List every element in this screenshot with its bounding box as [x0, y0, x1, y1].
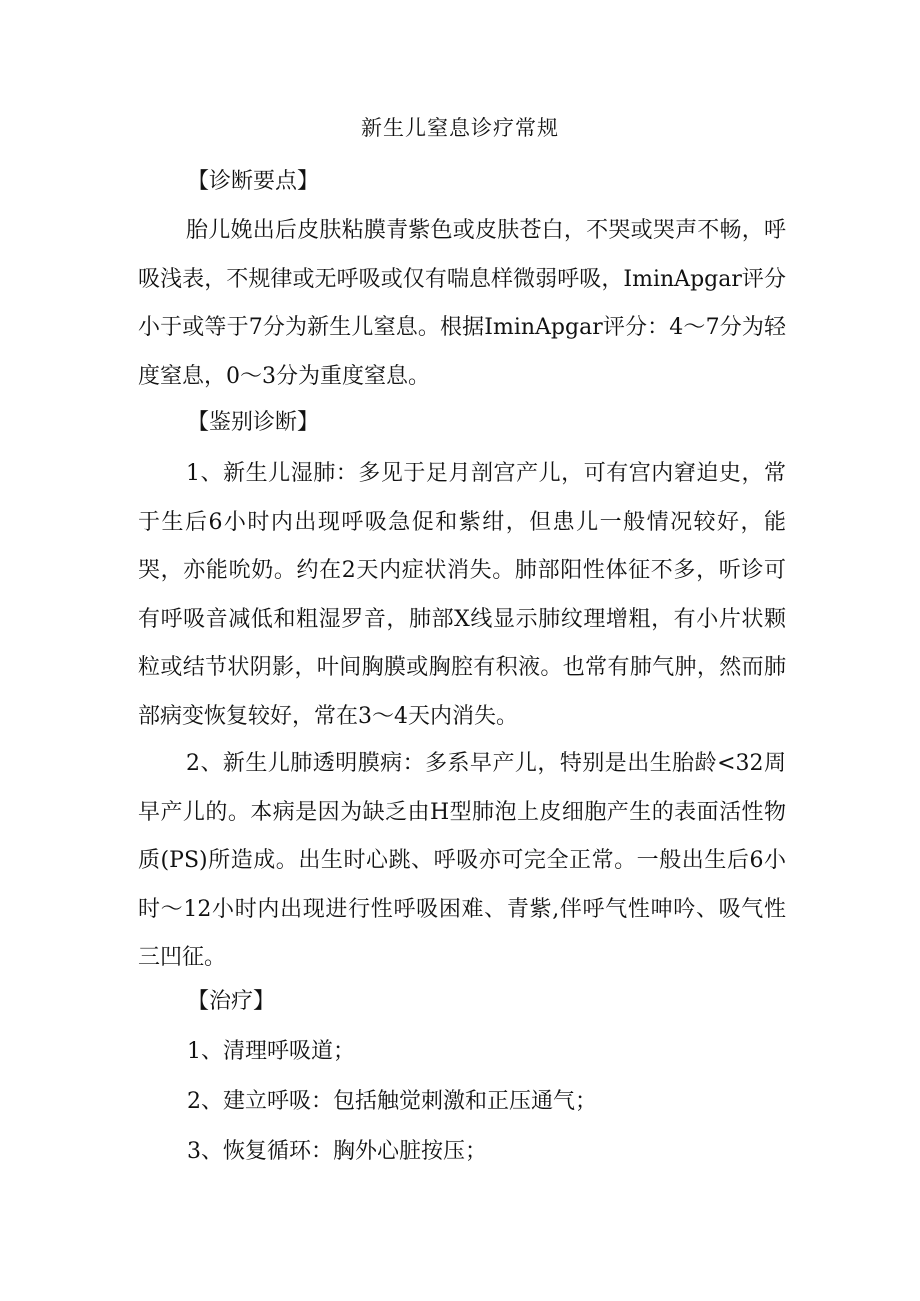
treatment-item: 2、建立呼吸：包括触觉刺激和正压通气；	[187, 1089, 597, 1114]
paragraph-hyaline-membrane: 2、新生儿肺透明膜病：多系早产儿，特别是出生胎龄<32周早产儿的。本病是因为缺乏由H型肺泡上皮细胞产生的表面活性物质(PS)所造成。出生时心跳、呼吸亦可完全正常。一般出生后6小时～12小时内出现进行性呼吸困难、青紫,伴呼气性呻吟、吸气性三凹征。	[138, 751, 786, 971]
paragraph-wet-lung: 1、新生儿湿肺：多见于足月剖宫产儿，可有宫内窘迫史，常于生后6小时内出现呼吸急促和紫绀，但患儿一般情况较好，能哭，亦能吮奶。约在2天内症状消失。肺部阳性体征不多，听诊可有呼吸音减低和粗湿罗音，肺部X线显示肺纹理增粗，有小片状颗粒或结节状阴影，叶间胸膜或胸腔有积液。也常有肺气肿，然而肺部病变恢复较好，常在3～4天内消失。	[138, 461, 786, 729]
heading-treatment: 【治疗】	[187, 989, 276, 1014]
heading-differential: 【鉴别诊断】	[187, 410, 320, 435]
heading-diagnosis: 【诊断要点】	[187, 169, 320, 194]
treatment-item: 1、清理呼吸道；	[187, 1039, 355, 1064]
treatment-item: 3、恢复循环：胸外心脏按压；	[187, 1139, 487, 1164]
document-title: 新生儿窒息诊疗常规	[361, 116, 559, 140]
paragraph-diagnosis: 胎儿娩出后皮肤粘膜青紫色或皮肤苍白，不哭或哭声不畅，呼吸浅表，不规律或无呼吸或仅有喘息样微弱呼吸，IminApgar评分小于或等于7分为新生儿窒息。根据IminApgar评分：4～7分为轻度窒息，0～3分为重度窒息。	[138, 218, 786, 389]
